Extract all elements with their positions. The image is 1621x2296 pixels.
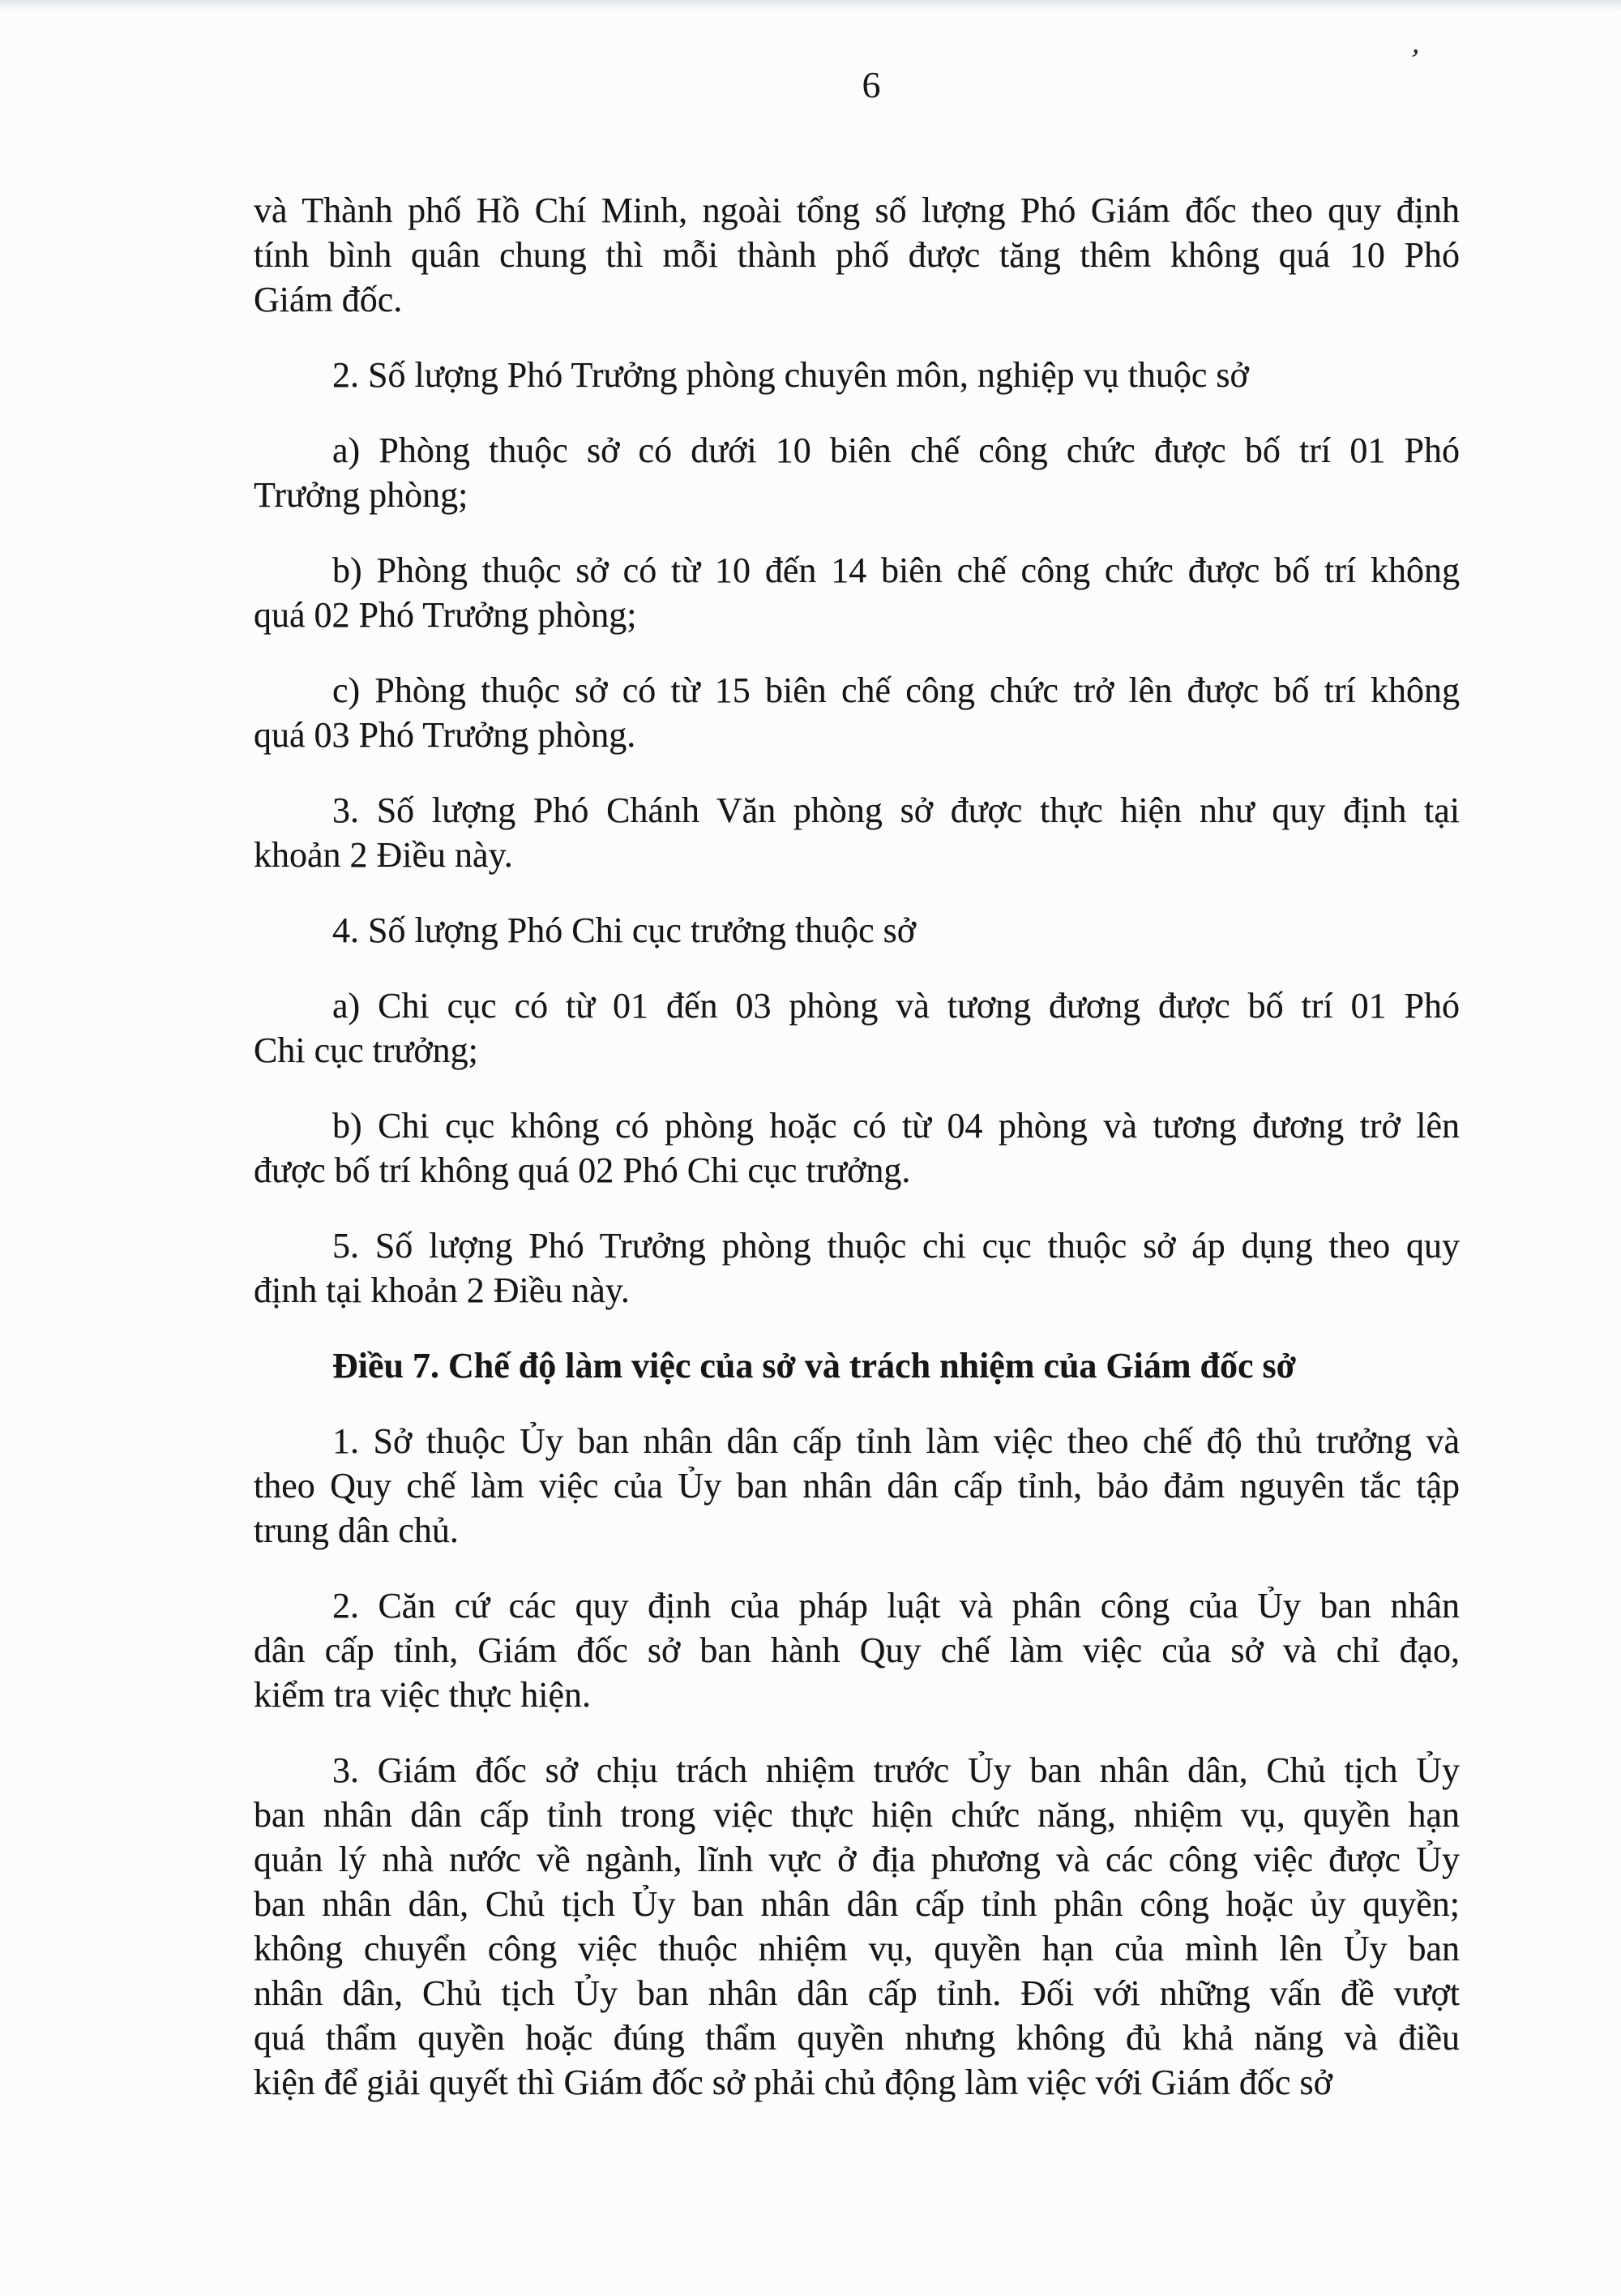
text-line: tính bình quân chung thì mỗi thành phố được tăng thêm không quá 10 Phó (254, 235, 1460, 275)
text-line: quá 03 Phó Trưởng phòng. (254, 715, 636, 755)
text-line: kiện để giải quyết thì Giám đốc sở phải chủ động làm việc với Giám đốc sở (254, 2063, 1332, 2102)
text-line: 3. Số lượng Phó Chánh Văn phòng sở được thực hiện như quy định tại (332, 790, 1460, 830)
text-line: nhân dân, Chủ tịch Ủy ban nhân dân cấp tỉnh. Đối với những vấn đề vượt (254, 1973, 1460, 2013)
text-line: 5. Số lượng Phó Trưởng phòng thuộc chi cục thuộc sở áp dụng theo quy (332, 1226, 1460, 1266)
text-line: theo Quy chế làm việc của Ủy ban nhân dân cấp tỉnh, bảo đảm nguyên tắc tập (254, 1466, 1460, 1506)
para-item-4 (254, 908, 1460, 953)
text-line: kiểm tra việc thực hiện. (254, 1675, 592, 1715)
text-line: và Thành phố Hồ Chí Minh, ngoài tổng số lượng Phó Giám đốc theo quy định (254, 191, 1460, 230)
text-line: 3. Giám đốc sở chịu trách nhiệm trước Ủy ban nhân dân, Chủ tịch Ủy (332, 1750, 1460, 1790)
text-line: Giám đốc. (254, 280, 403, 319)
para-item-2a (254, 428, 1460, 517)
scan-stray-mark: ’ (1405, 42, 1422, 78)
text-line: dân cấp tỉnh, Giám đốc sở ban hành Quy chế làm việc của sở và chỉ đạo, (254, 1630, 1460, 1670)
text-line: trung dân chủ. (254, 1510, 459, 1550)
text-line: quản lý nhà nước về ngành, lĩnh vực ở địa phương và các công việc được Ủy (254, 1840, 1460, 1879)
text-line: 1. Sở thuộc Ủy ban nhân dân cấp tỉnh làm việc theo chế độ thủ trưởng và (332, 1421, 1460, 1461)
text-line: 4. Số lượng Phó Chi cục trưởng thuộc sở (332, 910, 917, 950)
para-item-2 (254, 353, 1460, 397)
para-item-5 (254, 1223, 1460, 1313)
text-line: ban nhân dân cấp tỉnh trong việc thực hiện chức năng, nhiệm vụ, quyền hạn (254, 1795, 1460, 1835)
para-heading-dieu-7 (254, 1343, 1460, 1388)
page-number: 6 (862, 64, 881, 105)
text-line: quá 02 Phó Trưởng phòng; (254, 595, 637, 635)
text-line: không chuyển công việc thuộc nhiệm vụ, quyền hạn của mình lên Ủy ban (254, 1929, 1460, 1968)
text-line: ban nhân dân, Chủ tịch Ủy ban nhân dân cấp tỉnh phân công hoặc ủy quyền; (254, 1884, 1460, 1924)
para-dieu7-item-2 (254, 1583, 1460, 1717)
text-line: c) Phòng thuộc sở có từ 15 biên chế công chức trở lên được bố trí không (332, 670, 1460, 710)
text-line: b) Phòng thuộc sở có từ 10 đến 14 biên chế công chức được bố trí không (332, 550, 1460, 590)
text-line: 2. Số lượng Phó Trưởng phòng chuyên môn, nghiệp vụ thuộc sở (332, 355, 1249, 395)
text-line: 2. Căn cứ các quy định của pháp luật và phân công của Ủy ban nhân (332, 1586, 1460, 1626)
text-line: khoản 2 Điều này. (254, 835, 513, 875)
scan-edge-artifact (0, 0, 1621, 11)
document-body (254, 188, 1460, 2105)
para-continuation (254, 188, 1460, 322)
text-line: Chi cục trưởng; (254, 1030, 478, 1070)
para-item-2c (254, 668, 1460, 757)
text-line: Điều 7. Chế độ làm việc của sở và trách nhiệm của Giám đốc sở (332, 1346, 1297, 1386)
text-line: a) Chi cục có từ 01 đến 03 phòng và tương đương được bố trí 01 Phó (332, 986, 1460, 1026)
para-dieu7-item-3 (254, 1748, 1460, 2105)
para-item-4b (254, 1103, 1460, 1193)
para-item-3 (254, 788, 1460, 877)
text-line: định tại khoản 2 Điều này. (254, 1270, 630, 1310)
text-line: quá thẩm quyền hoặc đúng thẩm quyền nhưng không đủ khả năng và điều (254, 2018, 1460, 2058)
text-line: Trưởng phòng; (254, 475, 468, 515)
para-dieu7-item-1 (254, 1419, 1460, 1553)
text-line: a) Phòng thuộc sở có dưới 10 biên chế công chức được bố trí 01 Phó (332, 430, 1460, 470)
para-item-4a (254, 983, 1460, 1073)
para-item-2b (254, 548, 1460, 637)
text-line: được bố trí không quá 02 Phó Chi cục trưởng. (254, 1150, 911, 1190)
text-line: b) Chi cục không có phòng hoặc có từ 04 phòng và tương đương trở lên (332, 1106, 1460, 1146)
